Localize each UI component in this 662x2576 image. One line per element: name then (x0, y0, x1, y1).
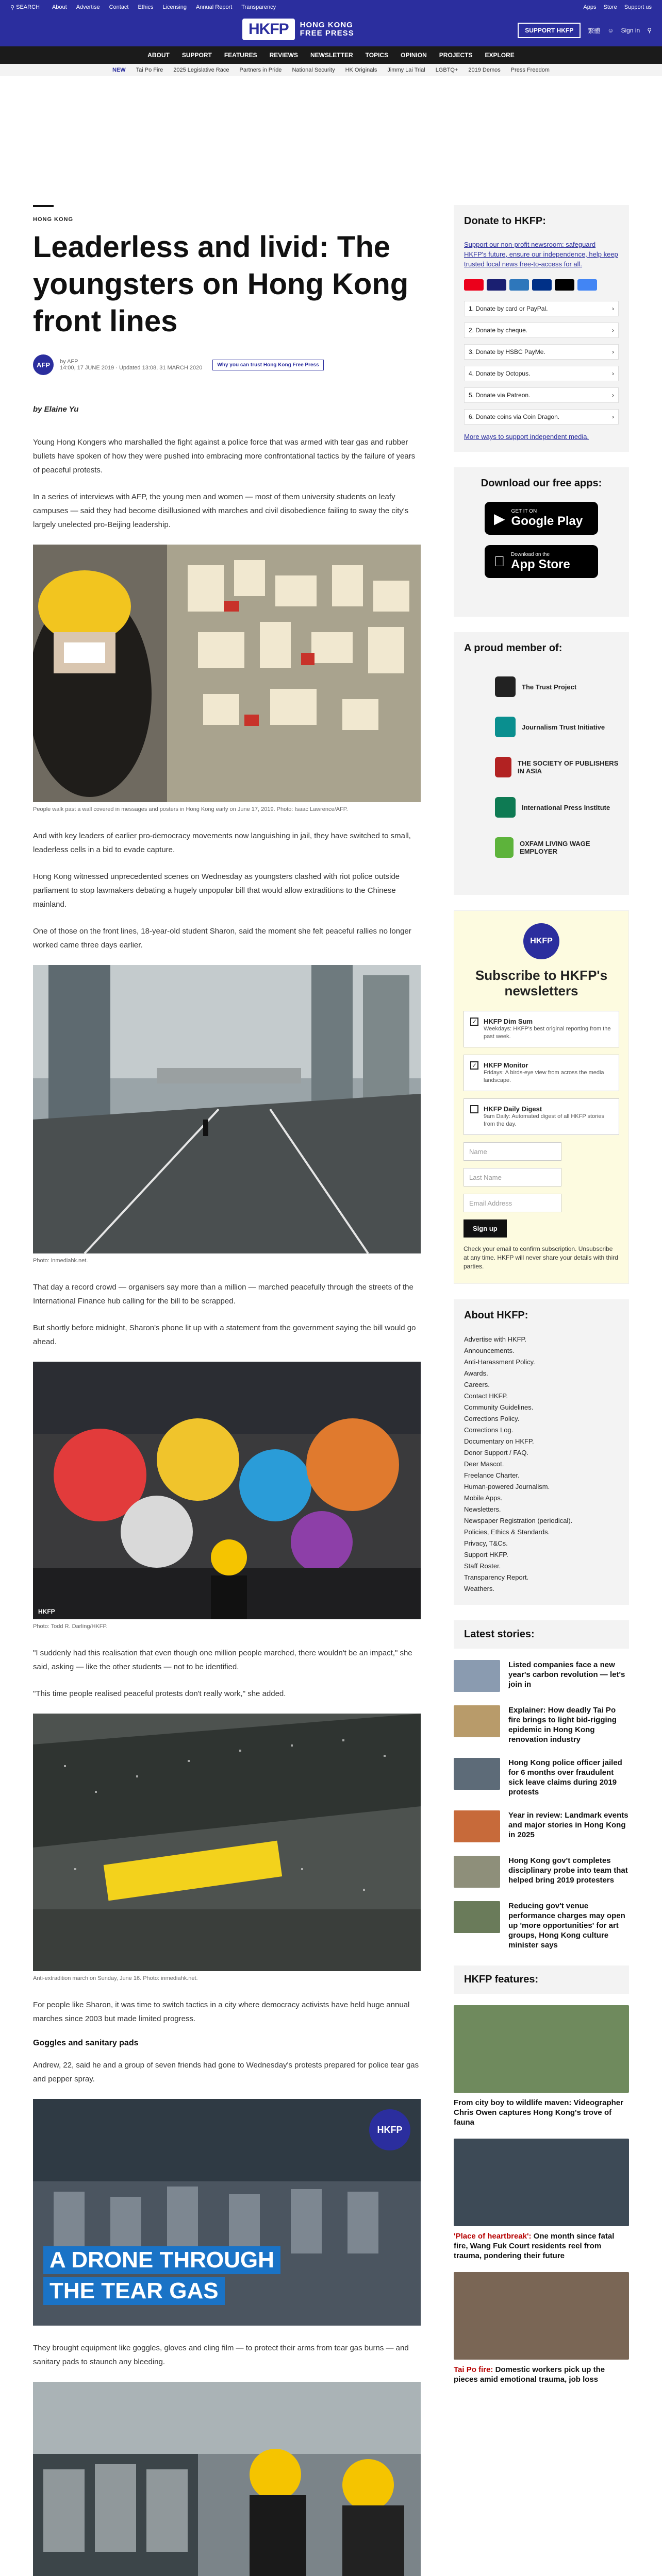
feature-title (454, 2098, 629, 2127)
main-navigation (0, 46, 662, 64)
paypal-icon (532, 279, 552, 291)
newsletter-signup-button[interactable]: Sign up (464, 1219, 507, 1238)
byline-author[interactable]: by AFP (60, 359, 78, 365)
byline-dates: 14:00, 17 JUNE 2019 · Updated 13:08, 31 MARCH 2020 (60, 365, 203, 371)
photo-march-aerial-image (33, 1714, 421, 1971)
chevron-right-icon: › (612, 348, 614, 355)
about-link[interactable]: Advertise with HKFP. (464, 1335, 527, 1343)
checkbox[interactable] (470, 1105, 478, 1113)
story-title: Listed companies face a new year's carbon revolution — let's join in (508, 1660, 625, 1689)
donate-more-link[interactable]: More ways to support independent media. (464, 433, 589, 440)
story-title: Hong Kong gov't completes disciplinary probe into team that helped bring 2019 protesters (508, 1856, 628, 1885)
logo-words (300, 21, 354, 38)
utility-apps (583, 4, 652, 10)
article-title: Leaderless and livid: The youngsters on Hong Kong front lines (33, 230, 409, 338)
sopa-logo (495, 757, 511, 777)
trending-bar (0, 64, 662, 76)
article-paragraph: "This time people realised peaceful protests don't really work," she added. (33, 1689, 286, 1698)
story-title: Explainer: How deadly Tai Po fire brings to light bid-rigging epidemic in Hong Kong renovation industry (508, 1706, 617, 1744)
story-title: Year in review: Landmark events and major stories in Hong Kong in 2025 (508, 1811, 628, 1839)
story-thumbnail (454, 1810, 500, 1842)
article-author: by Elaine Yu (33, 405, 79, 414)
photo-riot-police-image (33, 2382, 421, 2576)
support-hkfp-button[interactable]: SUPPORT HKFP (518, 23, 581, 38)
story-thumbnail (454, 1758, 500, 1790)
donate-option-label: 2. Donate by cheque. (469, 327, 528, 334)
chevron-right-icon: › (612, 370, 614, 377)
checkbox[interactable]: ✓ (470, 1018, 478, 1026)
newsletter-option-text (484, 1105, 613, 1128)
latest-story[interactable] (454, 1901, 629, 1950)
donate-option[interactable] (464, 387, 619, 403)
masthead-actions (518, 23, 652, 38)
newsletter-option-text (484, 1018, 613, 1041)
article-paragraph: "I suddenly had this realisation that even though one million people marched, there wouldn't be an impact," she said, asking — like the other students — not to be identified. (33, 1649, 412, 1671)
donate-option[interactable] (464, 409, 619, 425)
video-title-overlay (43, 2243, 280, 2305)
about-link[interactable]: Community Guidelines. (464, 1403, 534, 1411)
video-hkfp-badge: HKFP (369, 2109, 410, 2150)
feature-story[interactable] (454, 2272, 629, 2384)
user-icon[interactable]: ☺ (607, 27, 614, 34)
member-name: International Press Institute (522, 803, 610, 811)
mastercard-icon (464, 279, 484, 291)
chevron-right-icon: › (612, 327, 614, 334)
newsletter-option[interactable] (464, 1011, 619, 1047)
photo-caption: Anti-extradition march on Sunday, June 16. Photo: inmediahk.net. (33, 1975, 198, 1981)
donate-option[interactable] (464, 323, 619, 338)
latest-story[interactable] (454, 1810, 629, 1842)
trending-link[interactable]: 2019 Demos (468, 67, 501, 73)
member-ipi[interactable] (464, 787, 619, 827)
about-link[interactable]: Newsletters. (464, 1505, 501, 1513)
about-link[interactable]: Weathers. (464, 1585, 495, 1592)
feature-title (454, 2231, 629, 2261)
payment-icons (464, 279, 619, 291)
about-link[interactable]: Policies, Ethics & Standards. (464, 1528, 550, 1536)
nav-opinion[interactable]: OPINION (401, 52, 427, 59)
newsletter-logo: HKFP (523, 923, 559, 959)
article-paragraph: And with key leaders of earlier pro-democracy movements now languishing in jail, they have switched to small, leaderless cells in a bid to evade capture. (33, 832, 411, 854)
story-thumbnail (454, 1856, 500, 1888)
feature-text: One month since fatal fire, Wang Fuk Court residents reel from trauma, pondering their future (454, 2232, 615, 2260)
newsletter-name: HKFP Monitor (484, 1061, 528, 1069)
about-link[interactable]: Anti-Harassment Policy. (464, 1358, 535, 1366)
nav-features[interactable]: FEATURES (224, 52, 257, 59)
utility-bar (0, 0, 662, 14)
article-paragraph: But shortly before midnight, Sharon's phone lit up with a statement from the government saying the bill would go ahead. (33, 1324, 416, 1346)
util-link-annual-report[interactable]: Annual Report (195, 4, 233, 10)
apps-box (454, 467, 629, 617)
nav-newsletter[interactable]: NEWSLETTER (310, 52, 353, 59)
photo-caption: People walk past a wall covered in messages and posters in Hong Kong early on June 17, 2019. Photo: Isaac Lawrence/AFP. (33, 806, 348, 812)
feature-text: Domestic workers pick up the pieces amid emotional trauma, job loss (454, 2365, 605, 2384)
about-link[interactable]: Privacy, T&Cs. (464, 1539, 508, 1547)
newsletter-box (454, 910, 629, 1284)
checkbox[interactable]: ✓ (470, 1061, 478, 1070)
util-store-link[interactable]: Store (603, 4, 617, 10)
logo-mark: HKFP (242, 19, 295, 40)
apple-pay-icon (555, 279, 574, 291)
article (33, 205, 421, 2576)
nav-topics[interactable]: TOPICS (365, 52, 389, 59)
newsletter-desc: 9am Daily: Automated digest of all HKFP stories from the day. (484, 1113, 604, 1127)
article-paragraph: That day a record crowd — organisers say more than a million — marched peacefully through the streets of the International Finance hub calling for the bill to be scrapped. (33, 1283, 413, 1306)
amex-icon (509, 279, 529, 291)
latest-title: Latest stories: (454, 1620, 629, 1649)
google-play-text (511, 509, 583, 529)
oxfam-logo (495, 837, 514, 858)
trending-link[interactable]: LGBTQ+ (435, 67, 458, 73)
last-name-field[interactable]: Last Name (464, 1168, 561, 1187)
nav-support[interactable]: SUPPORT (181, 52, 212, 59)
member-name: OXFAM LIVING WAGE EMPLOYER (520, 840, 590, 855)
member-jti[interactable] (464, 707, 619, 747)
new-badge: NEW (112, 67, 126, 73)
latest-story[interactable] (454, 1660, 629, 1692)
story-thumbnail (454, 1705, 500, 1737)
about-link[interactable]: Contact HKFP. (464, 1392, 508, 1400)
latest-box (454, 1620, 629, 1950)
photo-empty-highway (33, 965, 421, 1253)
donate-title: Donate to HKFP: (464, 215, 546, 227)
video-title-line2: THE TEAR GAS (43, 2277, 225, 2305)
photo-caption: Photo: inmediahk.net. (33, 1258, 88, 1264)
chevron-right-icon: › (612, 305, 614, 312)
why-trust-button[interactable]: Why you can trust Hong Kong Free Press (212, 360, 323, 370)
chevron-right-icon: › (612, 413, 614, 420)
visa-icon (487, 279, 506, 291)
about-link[interactable]: Documentary on HKFP. (464, 1437, 534, 1445)
apple-icon (494, 553, 505, 570)
about-link[interactable]: Careers. (464, 1381, 490, 1388)
about-link[interactable]: Support HKFP. (464, 1551, 508, 1558)
about-list (464, 1334, 619, 1595)
video-title-line1: A DRONE THROUGH (43, 2246, 280, 2274)
app-store-big: App Store (500, 557, 559, 571)
photo-riot-police (33, 2382, 421, 2576)
story-thumbnail (454, 1901, 500, 1933)
about-link[interactable]: Human-powered Journalism. (464, 1483, 550, 1490)
story-title: Reducing gov't venue performance charges may open up 'more opportunities' for art groups, Hong Kong culture minister says (508, 1902, 625, 1950)
feature-text: From city boy to wildlife maven: Videographer Chris Owen captures Hong Kong's trove of fauna (454, 2098, 623, 2127)
feature-title (454, 2365, 629, 2384)
search-icon[interactable]: ⚲ (10, 4, 16, 11)
jti-logo (495, 717, 516, 737)
member-oxfam[interactable] (464, 827, 619, 868)
feature-image (454, 2139, 629, 2226)
photo-empty-highway-image (33, 965, 421, 1253)
about-link[interactable]: Corrections Log. (464, 1426, 514, 1434)
google-play-button[interactable] (485, 502, 598, 535)
trending-link[interactable]: 2025 Legislative Race (173, 67, 229, 73)
util-link-ethics[interactable]: Ethics (138, 4, 154, 10)
video-drone-embed[interactable] (33, 2099, 421, 2326)
author-avatar: AFP (33, 354, 54, 375)
trending-link[interactable]: Jimmy Lai Trial (387, 67, 425, 73)
story-thumbnail (454, 1660, 500, 1692)
donate-option-label: 1. Donate by card or PayPal. (469, 305, 548, 312)
search-icon[interactable]: ⚲ (647, 27, 652, 34)
util-link-transparency[interactable]: Transparency (241, 4, 276, 10)
google-play-small: GET IT ON (511, 508, 537, 514)
about-link[interactable]: Transparency Report. (464, 1573, 529, 1581)
article-paragraph: Young Hong Kongers who marshalled the fight against a police force that was armed with tear gas and rubber bullets have spoken of how they were pushed into embracing more confrontational tactics by the failure of years of peaceful protests. (33, 438, 416, 474)
apps-title: Download our free apps: (481, 478, 602, 489)
logo-line1: HONG KONG (300, 21, 353, 29)
feature-image (454, 2005, 629, 2093)
member-sopa[interactable] (464, 747, 619, 787)
trust-project-logo (495, 676, 516, 697)
about-link[interactable]: Donor Support / FAQ. (464, 1449, 529, 1456)
newsletter-note: Check your email to confirm subscription. Unsubscribe at any time. HKFP will never share your details with third parties. (464, 1245, 618, 1270)
donate-option-label: 4. Donate by Octopus. (469, 370, 531, 377)
photo-protest-umbrellas-image (33, 1362, 421, 1619)
newsletter-desc: Fridays: A birds-eye view from across the media landscape. (484, 1070, 604, 1083)
feature-story[interactable] (454, 2139, 629, 2261)
feature-lead: Tai Po fire: (454, 2365, 495, 2374)
member-name: Journalism Trust Initiative (522, 723, 605, 731)
latest-story[interactable] (454, 1758, 629, 1797)
chevron-right-icon: › (612, 392, 614, 399)
trending-link[interactable]: Press Freedom (510, 67, 550, 73)
newsletter-desc: Weekdays: HKFP's best original reporting from the past week. (484, 1026, 611, 1040)
app-store-button[interactable] (485, 545, 598, 578)
donate-option[interactable] (464, 301, 619, 316)
donate-box (454, 205, 629, 452)
spacer (33, 2329, 421, 2341)
util-link-contact[interactable]: Contact (109, 4, 129, 10)
nav-explore[interactable]: EXPLORE (485, 52, 515, 59)
search-link[interactable]: SEARCH (16, 4, 40, 10)
util-link-advertise[interactable]: Advertise (76, 4, 100, 10)
first-name-field[interactable]: Name (464, 1142, 561, 1161)
about-link[interactable]: Staff Roster. (464, 1562, 501, 1570)
photo-caption: Photo: Todd R. Darling/HKFP. (33, 1623, 108, 1630)
nav-projects[interactable]: PROJECTS (439, 52, 473, 59)
article-paragraph: Hong Kong witnessed unprecedented scenes on Wednesday as youngsters clashed with riot police outside parliament to stop lawmakers debating a hugely unpopular bill that would allow extraditions to the Chinese mainland. (33, 872, 400, 909)
donate-option-label: 5. Donate via Patreon. (469, 392, 531, 399)
article-category[interactable]: HONG KONG (33, 216, 74, 223)
article-paragraph: One of those on the front lines, 18-year-old student Sharon, said the moment she felt peaceful rallies no longer worked came three days earlier. (33, 927, 411, 950)
about-box (454, 1299, 629, 1605)
util-link-about[interactable]: About (52, 4, 67, 10)
photo-lennon-wall (33, 545, 421, 802)
trending-link[interactable]: HK Originals (345, 67, 377, 73)
logo-line2: FREE PRESS (300, 29, 354, 38)
newsletter-title: Subscribe to HKFP's newsletters (475, 968, 608, 998)
article-paragraph: In a series of interviews with AFP, the young men and women — most of them university students on leafy campuses — said they had become disillusioned with marches and civil disobedience failing to sway the city's largely unelected pro-Beijing leadership. (33, 493, 409, 529)
donate-option-label: 6. Donate coins via Coin Dragon. (469, 413, 560, 420)
donate-option[interactable] (464, 366, 619, 381)
utility-links (52, 4, 276, 10)
email-field[interactable]: Email Address (464, 1194, 561, 1212)
language-toggle[interactable]: 繁體 (588, 27, 601, 35)
site-logo[interactable] (242, 19, 354, 40)
photo-march-aerial (33, 1714, 421, 1971)
title-rule (33, 205, 54, 207)
member-trust-project[interactable] (464, 667, 619, 707)
masthead (0, 14, 662, 46)
about-title: About HKFP: (464, 1310, 528, 1321)
google-play-big: Google Play (511, 514, 583, 528)
trending-link[interactable]: National Security (292, 67, 335, 73)
photo-watermark: HKFP (38, 1608, 55, 1615)
latest-story[interactable] (454, 1705, 629, 1744)
about-link[interactable]: Corrections Policy. (464, 1415, 520, 1422)
article-paragraph: For people like Sharon, it was time to switch tactics in a city where democracy activists have held huge annual marches since 2003 but made limited progress. (33, 2001, 410, 2023)
features-title: HKFP features: (454, 1965, 629, 1994)
about-link[interactable]: Announcements. (464, 1347, 515, 1354)
util-support-link[interactable]: Support us (624, 4, 652, 10)
newsletter-option[interactable] (464, 1055, 619, 1091)
newsletter-name: HKFP Daily Digest (484, 1105, 542, 1113)
section-heading: Goggles and sanitary pads (33, 2039, 139, 2047)
trending-link[interactable]: Partners in Pride (239, 67, 282, 73)
article-paragraph: Andrew, 22, said he and a group of seven friends had gone to Wednesday's protests prepared for police tear gas and pepper spray. (33, 2061, 419, 2083)
members-title: A proud member of: (464, 642, 562, 654)
feature-lead: 'Place of heartbreak': (454, 2232, 534, 2241)
donate-option[interactable] (464, 344, 619, 360)
util-apps-link[interactable]: Apps (583, 4, 597, 10)
about-link[interactable]: Freelance Charter. (464, 1471, 520, 1479)
byline-text (60, 359, 202, 371)
story-title: Hong Kong police officer jailed for 6 months over fraudulent sick leave claims during 2019 protests (508, 1758, 622, 1797)
members-box (454, 632, 629, 895)
about-link[interactable]: Deer Mascot. (464, 1460, 504, 1468)
trending-link[interactable]: Tai Po Fire (136, 67, 163, 73)
features-box (454, 1965, 629, 2384)
app-store-small: Download on the (500, 551, 539, 557)
about-link[interactable]: Mobile Apps. (464, 1494, 503, 1502)
photo-lennon-wall-image (33, 545, 421, 802)
play-icon: ▶ (494, 510, 505, 527)
newsletter-name: HKFP Dim Sum (484, 1018, 533, 1025)
donate-option-label: 3. Donate by HSBC PayMe. (469, 348, 545, 355)
about-link[interactable]: Awards. (464, 1369, 488, 1377)
member-name: The Trust Project (522, 683, 577, 691)
newsletter-option[interactable] (464, 1098, 619, 1135)
byline (33, 354, 421, 375)
google-pay-icon (577, 279, 597, 291)
latest-story[interactable] (454, 1856, 629, 1888)
feature-story[interactable] (454, 2005, 629, 2127)
ipi-logo (495, 797, 516, 818)
about-link[interactable]: Newspaper Registration (periodical). (464, 1517, 573, 1524)
nav-reviews[interactable]: REVIEWS (269, 52, 298, 59)
sidebar (454, 205, 629, 2400)
sign-in-link[interactable]: Sign in (621, 27, 640, 34)
util-link-licensing[interactable]: Licensing (162, 4, 187, 10)
article-paragraph: They brought equipment like goggles, gloves and cling film — to protect their arms from tear gas burns — and sanitary pads to staunch any bleeding. (33, 2344, 409, 2366)
app-store-text (500, 551, 570, 572)
nav-about[interactable]: ABOUT (147, 52, 170, 59)
member-name: THE SOCIETY OF PUBLISHERS IN ASIA (517, 759, 619, 775)
photo-protest-umbrellas (33, 1362, 421, 1619)
feature-image (454, 2272, 629, 2360)
donate-intro-link[interactable]: Support our non-profit newsroom: safeguard HKFP's future, ensure our independence, help keep trusted local news free-to-access for all. (464, 241, 618, 268)
newsletter-option-text (484, 1061, 613, 1084)
